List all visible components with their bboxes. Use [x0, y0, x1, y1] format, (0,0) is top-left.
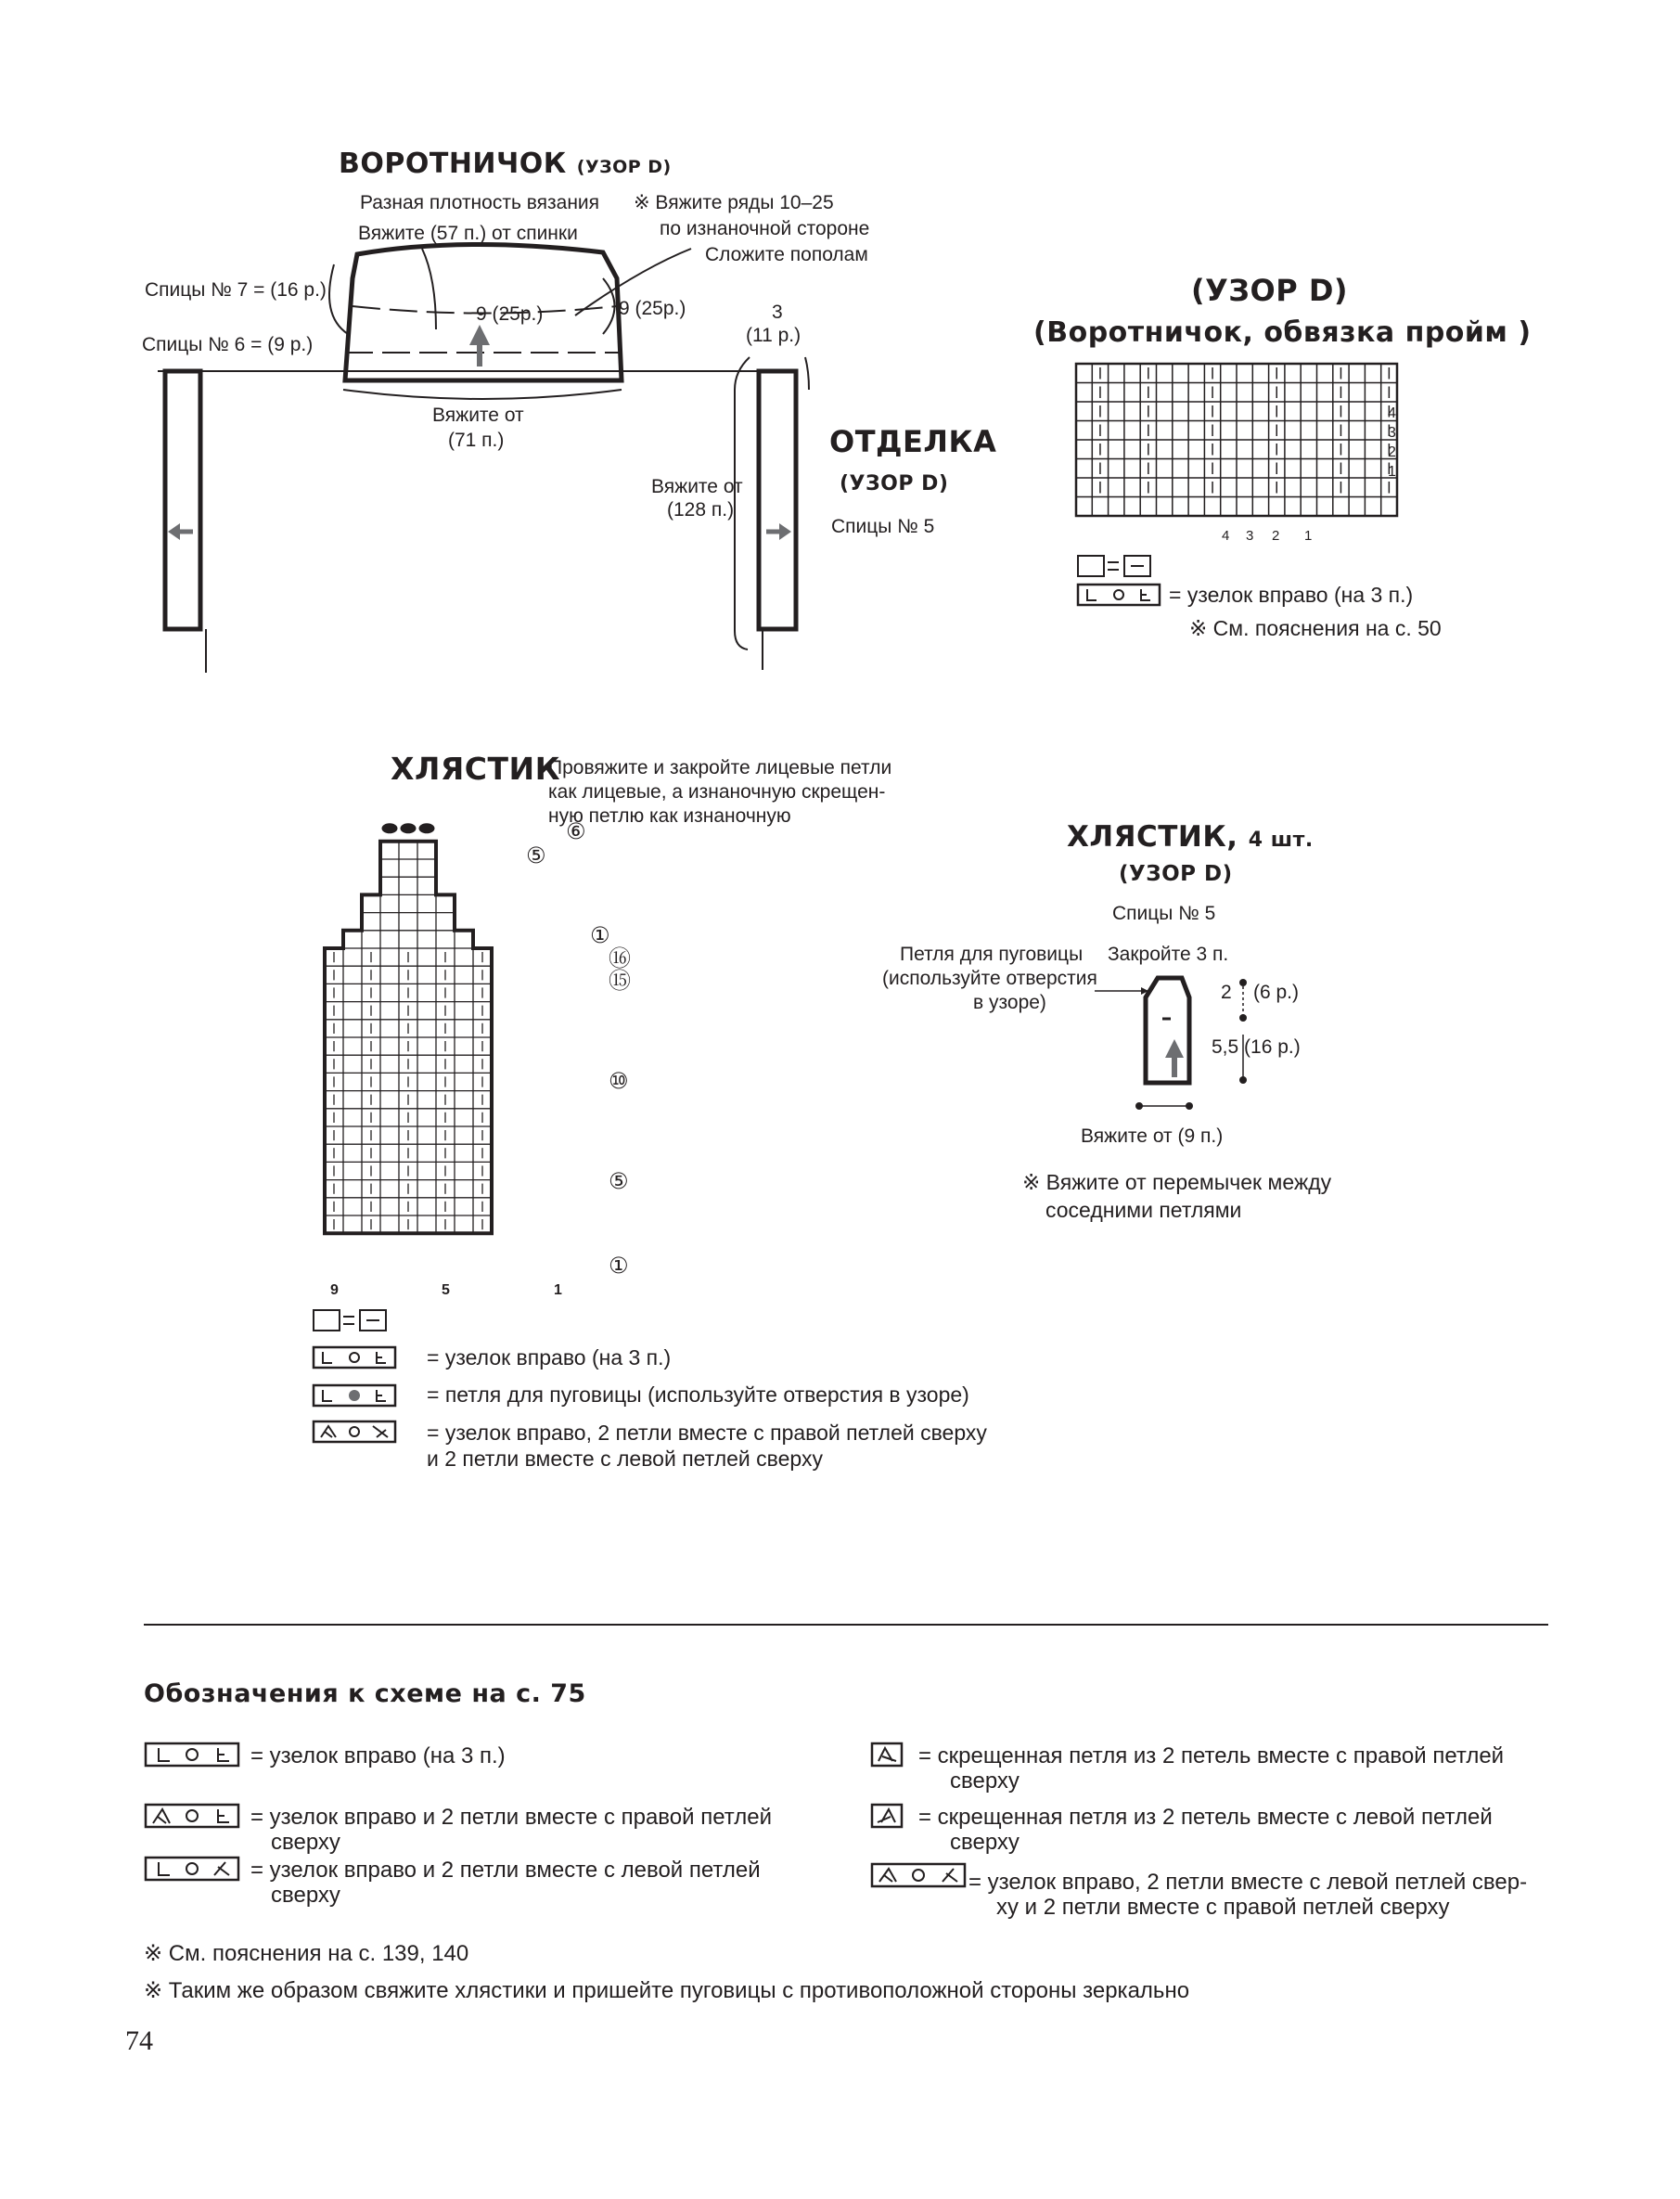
symbols-right-1b: сверху — [950, 1768, 1020, 1794]
strap-dim-top: 2 — [1221, 982, 1232, 1003]
pattern-d-col-3: 3 — [1246, 528, 1254, 544]
strap-chart-bindoff-dot — [382, 824, 397, 833]
strap-chart-instruction-3: ную петлю как изнаночную — [548, 805, 791, 827]
trim-title: ОТДЕЛКА — [829, 424, 997, 459]
symbols-left-2: = узелок вправо и 2 петли вместе с правой петлей — [250, 1805, 772, 1830]
pattern-d-row-3: 3 — [1388, 425, 1396, 441]
page-number: 74 — [125, 2025, 153, 2056]
symbols-note-1: ※ См. пояснения на с. 139, 140 — [144, 1941, 469, 1966]
collar-dim-right: 9 (25р.) — [619, 298, 686, 319]
collar-dim-center: 9 (25р.) — [476, 303, 544, 325]
collar-trim-drawing — [0, 0, 1680, 705]
pattern-d-note: ※ См. пояснения на с. 50 — [1189, 616, 1442, 640]
strap-chart-legend-knot-dec-2: и 2 петли вместе с левой петлей сверху — [427, 1447, 823, 1471]
strap-chart-col-5: 5 — [442, 1282, 450, 1298]
collar-fold: Сложите пополам — [705, 244, 868, 265]
strap-buttonhole-3: в узоре) — [973, 992, 1046, 1013]
trim-cast-label: Вяжите от — [651, 476, 743, 497]
strap-chart-grid — [306, 798, 649, 1299]
collar-pick-back: Вяжите (57 п.) от спинки — [358, 223, 578, 244]
collar-rows-note-2: по изнаночной стороне — [660, 218, 870, 239]
strap-note-2: соседними петлями — [1045, 1198, 1242, 1222]
strap-chart-marker-1: ① — [609, 1254, 629, 1279]
collar-cast-count: (71 п.) — [448, 430, 505, 451]
pattern-d-row-1: 1 — [1388, 464, 1396, 480]
strap-needles: Спицы № 5 — [1112, 903, 1216, 924]
strap-chart-legend-buttonhole: = петля для пуговицы (используйте отверстия в узоре) — [427, 1382, 969, 1407]
strap-bind-off: Закройте 3 п. — [1108, 944, 1229, 965]
symbols-right-3: = узелок вправо, 2 петли вместе с левой петлей свер- — [968, 1870, 1528, 1895]
symbols-right-2b: сверху — [950, 1830, 1020, 1855]
symbols-right-2: = скрещенная петля из 2 петель вместе с левой петлей — [918, 1805, 1493, 1830]
strap-chart-col-9: 9 — [330, 1282, 339, 1298]
symbols-left-icons — [144, 1740, 246, 1888]
strap-note-1: ※ Вяжите от перемычек между — [1022, 1170, 1332, 1194]
pattern-d-col-2: 2 — [1272, 528, 1280, 544]
symbols-right-3b: ху и 2 петли вместе с правой петлей сверху — [996, 1895, 1450, 1920]
pattern-d-row-4: 4 — [1388, 405, 1396, 421]
strap-chart-marker-10: ⑩ — [609, 1069, 629, 1094]
strap-chart-marker-16: ⑯ — [609, 946, 631, 971]
strap-buttonhole-1: Петля для пуговицы — [900, 944, 1084, 965]
strap-chart-title: ХЛЯСТИК — [391, 751, 561, 787]
strap-chart-legend-knot: = узелок вправо (на 3 п.) — [427, 1345, 672, 1370]
strap-chart-col-1: 1 — [554, 1282, 562, 1298]
trim-needles: Спицы № 5 — [831, 516, 935, 537]
symbols-left-3b: сверху — [271, 1883, 340, 1908]
trim-pattern: (УЗОР D) — [840, 472, 949, 495]
symbols-title: Обозначения к схеме на с. 75 — [144, 1679, 586, 1708]
pattern-d-col-1: 1 — [1304, 528, 1313, 544]
symbols-left-2b: сверху — [271, 1830, 340, 1855]
symbols-right-1: = скрещенная петля из 2 петель вместе с правой петлей — [918, 1743, 1505, 1768]
strap-chart-marker-5: ⑤ — [609, 1169, 629, 1194]
pattern-d-legend-symbols — [1076, 554, 1164, 610]
collar-gauge-note: Разная плотность вязания — [360, 192, 600, 213]
collar-needles-6: Спицы № 6 = (9 р.) — [142, 334, 314, 355]
collar-rows-note: ※ Вяжите ряды 10–25 — [634, 192, 834, 213]
strap-buttonhole-2: (используйте отверстия — [882, 968, 1097, 989]
strap-chart-instruction-2: как лицевые, а изнаночную скрещен- — [548, 781, 886, 803]
strap-chart-bindoff-dot — [401, 824, 416, 833]
trim-dim-top: 3 — [772, 302, 783, 323]
strap-chart-instruction-1: Провяжите и закройте лицевые петли — [548, 757, 892, 778]
section-divider — [144, 1624, 1548, 1626]
strap-chart-marker-5-top: ⑤ — [526, 843, 546, 868]
trim-cast-count: (128 п.) — [667, 499, 735, 521]
strap-chart-bindoff-dot — [419, 824, 434, 833]
strap-dim-top-rows: (6 р.) — [1253, 982, 1300, 1003]
pattern-d-chart — [1074, 362, 1413, 547]
strap-cast: Вяжите от (9 п.) — [1081, 1125, 1224, 1147]
strap-dim-main: 5,5 (16 р.) — [1212, 1036, 1301, 1058]
strap-pattern: (УЗОР D) — [1119, 862, 1233, 886]
pattern-d-legend-knot: = узелок вправо (на 3 п.) — [1169, 583, 1414, 607]
pattern-d-title: (УЗОР D) — [1191, 273, 1349, 308]
collar-needles-7: Спицы № 7 = (16 р.) — [145, 279, 327, 301]
strap-chart-marker-6: ⑥ — [566, 819, 586, 844]
strap-chart-marker-15: ⑮ — [609, 969, 631, 994]
collar-title: ВОРОТНИЧОК (УЗОР D) — [339, 148, 672, 180]
strap-chart-legend-knot-dec: = узелок вправо, 2 петли вместе с правой петлей сверху — [427, 1421, 987, 1445]
pattern-d-col-4: 4 — [1222, 528, 1230, 544]
pattern-d-subtitle: (Воротничок, обвязка пройм ) — [1033, 316, 1532, 349]
strap-chart-legend-symbols — [312, 1306, 404, 1446]
pattern-d-row-2: 2 — [1388, 444, 1396, 460]
strap-title: ХЛЯСТИК, 4 шт. — [1067, 820, 1314, 854]
symbols-left-1: = узелок вправо (на 3 п.) — [250, 1743, 506, 1768]
collar-cast-label: Вяжите от — [432, 405, 524, 426]
symbols-note-2: ※ Таким же образом свяжите хлястики и пришейте пуговицы с противоположной стороны зеркально — [144, 1978, 1190, 2003]
trim-dim-rows: (11 р.) — [746, 325, 802, 346]
symbols-left-3: = узелок вправо и 2 петли вместе с левой петлей — [250, 1858, 761, 1883]
strap-chart-marker-1-top: ① — [590, 923, 610, 948]
strap-drawing — [1095, 956, 1252, 1123]
